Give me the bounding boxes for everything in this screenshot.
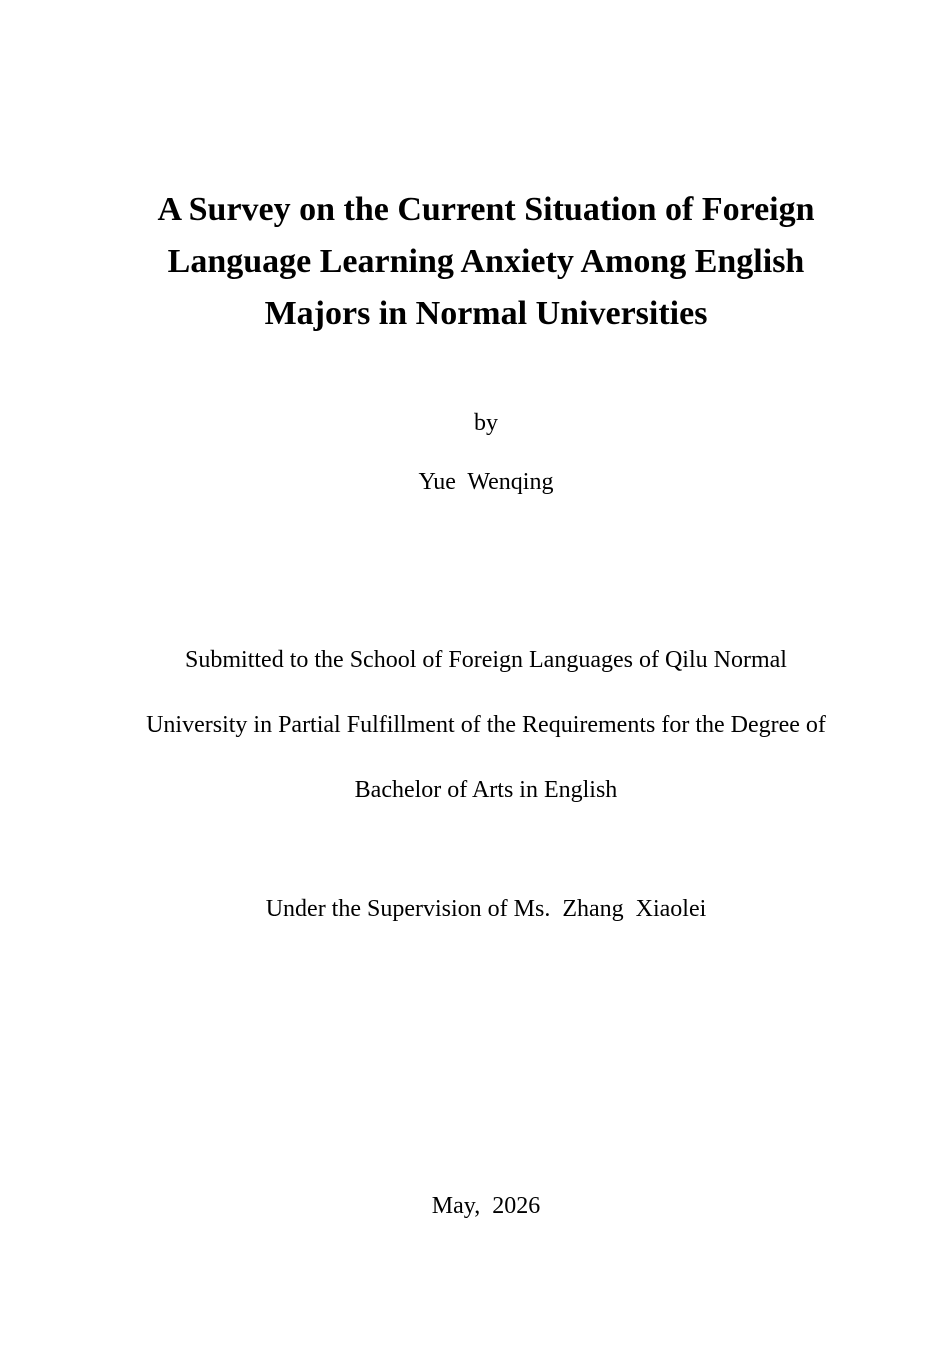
author-name: Yue Wenqing [418, 469, 554, 495]
thesis-title-line: Majors in Normal Universities [264, 295, 708, 332]
thesis-title [0, 184, 950, 340]
submission-line: University in Partial Fulfillment of the Requirements for the Degree of [146, 712, 826, 738]
thesis-title-line: Language Learning Anxiety Among English [167, 243, 805, 280]
supervisor-statement: Under the Supervision of Ms. Zhang Xiaolei [265, 896, 707, 922]
submission-line: Bachelor of Arts in English [354, 777, 618, 803]
by-label: by [474, 410, 498, 436]
thesis-title-line: A Survey on the Current Situation of Foreign [157, 191, 815, 228]
submission-date: May, 2026 [431, 1193, 541, 1219]
submission-line: Submitted to the School of Foreign Languages of Qilu Normal [185, 647, 787, 673]
submission-statement [0, 643, 950, 838]
